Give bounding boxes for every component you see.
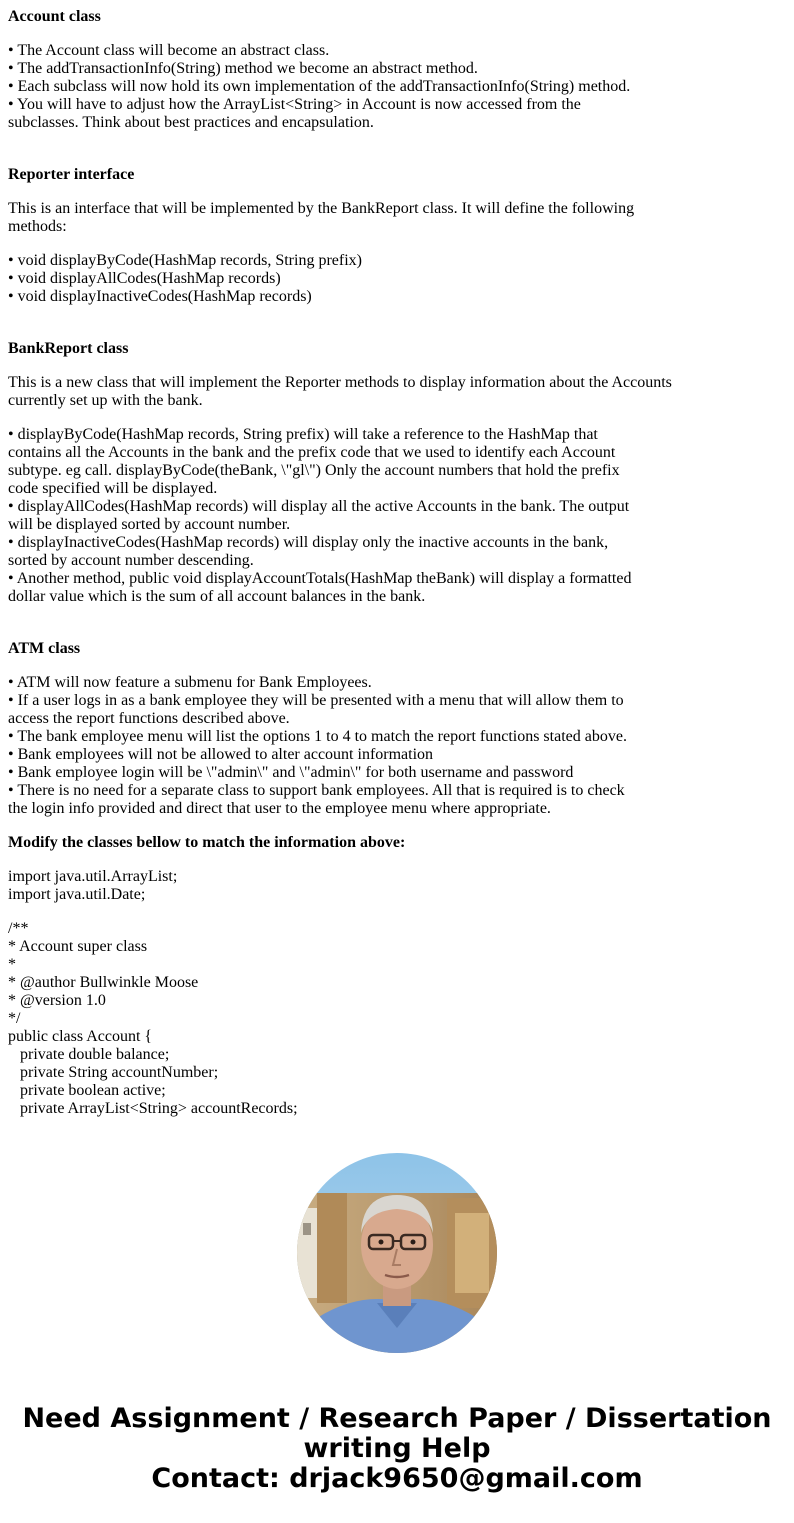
code-line: *: [8, 956, 16, 973]
portrait-image: [297, 1153, 497, 1353]
code-line: * @version 1.0: [8, 992, 106, 1009]
code-line: import java.util.ArrayList;: [8, 868, 178, 885]
code-imports: [8, 868, 688, 904]
intro-line: This is an interface that will be implemented by the BankReport class. It will define the following: [8, 200, 635, 217]
bullet-line: • Bank employee login will be \"admin\" and \"admin\" for both username and password: [8, 764, 574, 781]
reporter-interface-heading: Reporter interface: [8, 166, 135, 183]
bullet-line: • ATM will now feature a submenu for Bank Employees.: [8, 674, 372, 691]
bullet-line: • displayAllCodes(HashMap records) will display all the active Accounts in the bank. The output: [8, 498, 630, 515]
bullet-line: • The bank employee menu will list the options 1 to 4 to match the report functions stated above.: [8, 728, 627, 745]
bullet-line: • displayByCode(HashMap records, String prefix) will take a reference to the HashMap that: [8, 426, 598, 443]
modify-classes-heading: Modify the classes bellow to match the information above:: [8, 834, 406, 851]
bullet-line: • void displayAllCodes(HashMap records): [8, 270, 281, 287]
bullet-line: • Each subclass will now hold its own implementation of the addTransactionInfo(String) method.: [8, 78, 631, 95]
bullet-line: • displayInactiveCodes(HashMap records) will display only the inactive accounts in the bank,: [8, 534, 609, 551]
intro-line: This is a new class that will implement the Reporter methods to display information about the Accounts: [8, 374, 672, 391]
account-class-heading: Account class: [8, 8, 101, 25]
bullet-line: • The Account class will become an abstract class.: [8, 42, 330, 59]
reporter-intro: [8, 200, 688, 236]
avatar: [297, 1153, 497, 1353]
bullet-line: access the report functions described above.: [8, 710, 290, 727]
code-line: public class Account {: [8, 1028, 153, 1045]
bankreport-intro: [8, 374, 688, 410]
bullet-line: dollar value which is the sum of all account balances in the bank.: [8, 588, 426, 605]
bullet-line: subclasses. Think about best practices and encapsulation.: [8, 114, 374, 131]
code-line: * @author Bullwinkle Moose: [8, 974, 199, 991]
code-line: import java.util.Date;: [8, 886, 146, 903]
bankreport-class-heading: BankReport class: [8, 340, 129, 357]
bullet-line: subtype. eg call. displayByCode(theBank, \"gl\") Only the account numbers that hold the prefix: [8, 462, 620, 479]
banner-line-2: writing Help: [303, 1433, 491, 1464]
bullet-line: • void displayInactiveCodes(HashMap records): [8, 288, 312, 305]
code-line: */: [8, 1010, 21, 1027]
code-line: private double balance;: [8, 1046, 170, 1063]
code-line: private ArrayList<String> accountRecords;: [8, 1100, 298, 1117]
help-contact-banner: [0, 1404, 794, 1494]
bullet-line: • Bank employees will not be allowed to alter account information: [8, 746, 434, 763]
account-class-bullets: [8, 42, 688, 132]
bullet-line: • Another method, public void displayAccountTotals(HashMap theBank) will display a formatted: [8, 570, 632, 587]
banner-contact-email: Contact: drjack9650@gmail.com: [151, 1463, 643, 1494]
intro-line: currently set up with the bank.: [8, 392, 203, 409]
atm-bullets: [8, 674, 688, 818]
code-line: * Account super class: [8, 938, 148, 955]
bullet-line: • The addTransactionInfo(String) method we become an abstract method.: [8, 60, 478, 77]
bullet-line: sorted by account number descending.: [8, 552, 254, 569]
bullet-line: • There is no need for a separate class to support bank employees. All that is required is to check: [8, 782, 625, 799]
code-line: /**: [8, 920, 29, 937]
reporter-bullets: [8, 252, 688, 306]
bankreport-bullets: [8, 426, 688, 606]
code-line: private boolean active;: [8, 1082, 166, 1099]
bullet-line: code specified will be displayed.: [8, 480, 218, 497]
bullet-line: • You will have to adjust how the ArrayList<String> in Account is now accessed from the: [8, 96, 581, 113]
atm-class-heading: ATM class: [8, 640, 81, 657]
document-body: [8, 8, 688, 1118]
banner-line-1: Need Assignment / Research Paper / Dissertation: [22, 1403, 772, 1434]
bullet-line: will be displayed sorted by account number.: [8, 516, 291, 533]
bullet-line: • void displayByCode(HashMap records, String prefix): [8, 252, 362, 269]
intro-line: methods:: [8, 218, 67, 235]
code-body: [8, 920, 688, 1118]
bullet-line: • If a user logs in as a bank employee they will be presented with a menu that will allow them to: [8, 692, 624, 709]
code-line: private String accountNumber;: [8, 1064, 219, 1081]
bullet-line: the login info provided and direct that user to the employee menu where appropriate.: [8, 800, 551, 817]
bullet-line: contains all the Accounts in the bank and the prefix code that we used to identify each Account: [8, 444, 616, 461]
